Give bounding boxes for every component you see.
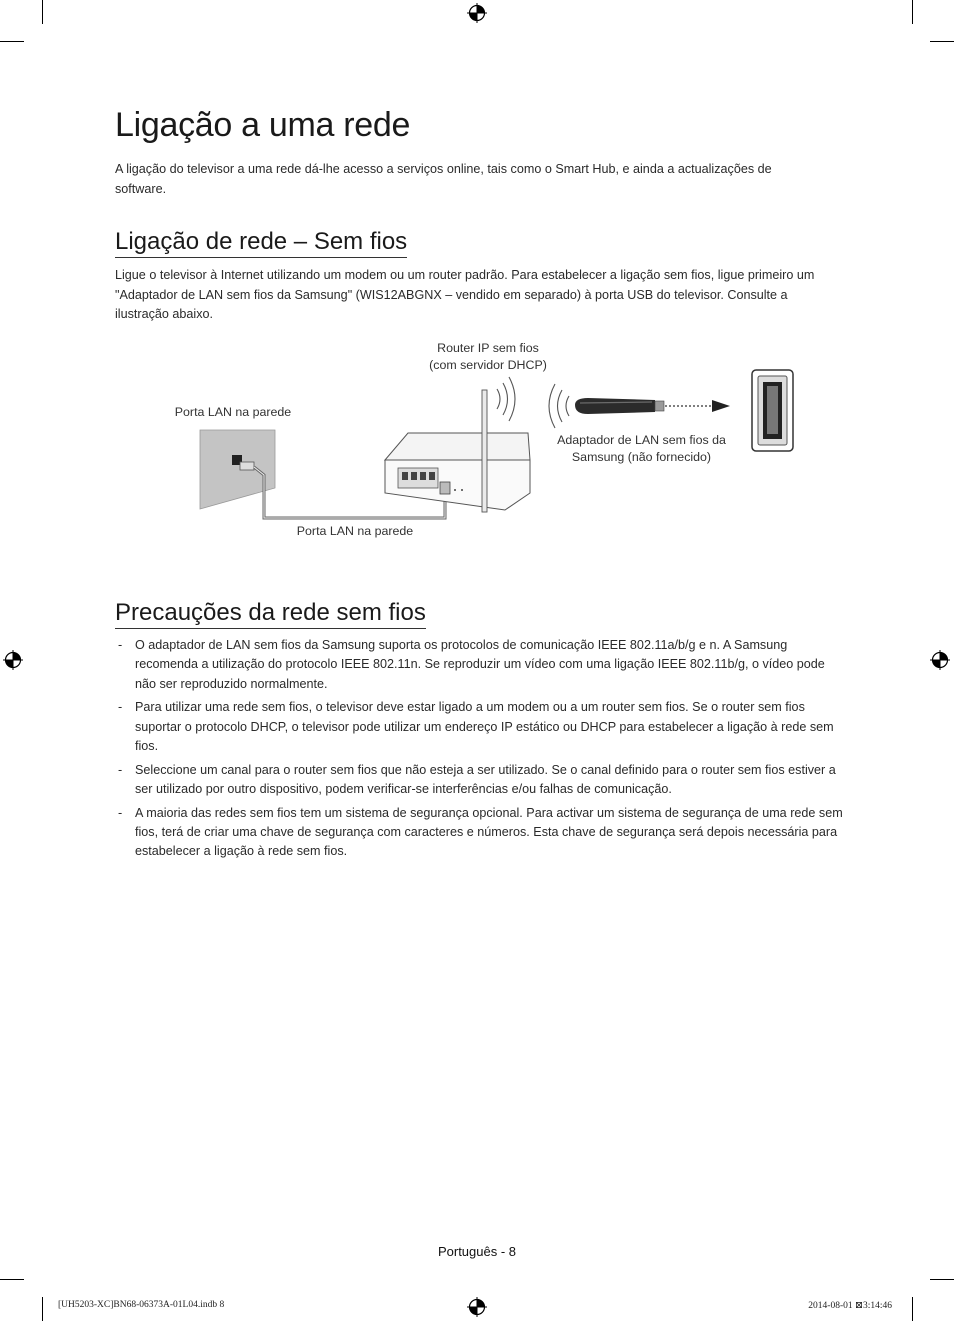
wireless-adapter-icon [575, 398, 730, 414]
section-heading-precautions: Precauções da rede sem fios [115, 599, 426, 629]
crop-mark [930, 1279, 954, 1280]
intro-paragraph: A ligação do televisor a uma rede dá-lhe acesso a serviços online, tais como o Smart Hub, e ainda a actualizações de software. [115, 162, 772, 196]
router-label: Router IP sem fios (com servidor DHCP) [429, 341, 547, 372]
router-icon [385, 390, 530, 512]
list-item: - Para utilizar uma rede sem fios, o televisor deve estar ligado a um modem ou a um router sem fios. Se o router sem fios suportar o protocolo DHCP, o televisor pode utilizar um endereço IP estático ou DHCP para estabelecer a ligação à rede sem fios. [118, 700, 834, 753]
crop-mark [42, 1297, 43, 1321]
usb-port-icon [752, 370, 793, 451]
print-slug-left: [UH5203-XC]BN68-06373A-01L04.indb 8 [58, 1300, 225, 1310]
crop-mark [912, 0, 913, 24]
crop-mark [0, 1279, 24, 1280]
crop-mark [912, 1297, 913, 1321]
section-heading-wireless: Ligação de rede – Sem fios [115, 228, 407, 258]
crop-mark [930, 41, 954, 42]
cable-label: Porta LAN na parede [296, 524, 414, 538]
crop-mark [0, 41, 24, 42]
wifi-signal-icon [549, 384, 569, 428]
registration-mark-icon [3, 650, 23, 670]
list-item: - A maioria das redes sem fios tem um sistema de segurança opcional. Para activar um sistema de segurança de uma rede sem fios, terá de criar uma chave de segurança com caracteres e números. Esta chave de segurança será depois necessária para estabelecer a ligação à rede sem fios. [118, 805, 843, 859]
list-item: - O adaptador de LAN sem fios da Samsung suporta os protocolos de comunicação IEEE 802.11a/b/g e n. A Samsung recomenda a utilização do protocolo IEEE 802.11n. Se reproduzir um vídeo com uma ligação IEEE 802.11b/g, o vídeo pode não ser reproduzido normalmente. [118, 638, 825, 691]
wall-port-label: Porta LAN na parede [174, 405, 292, 419]
list-item: - Seleccione um canal para o router sem fios que não esteja a ser utilizado. Se o canal definido para o router sem fios estiver a ser utilizado por outro dispositivo, podem verificar-se interferências e/ou falhas de comunicação. [118, 762, 836, 797]
precautions-list [115, 636, 845, 866]
registration-mark-icon [930, 650, 950, 670]
crop-mark [42, 0, 43, 24]
registration-mark-icon [467, 3, 487, 23]
wifi-signal-icon [497, 377, 515, 421]
page-title: Ligação a uma rede [115, 106, 411, 144]
wireless-paragraph: Ligue o televisor à Internet utilizando um modem ou um router padrão. Para estabelecer a ligação sem fios, ligue primeiro um "Adaptador de LAN sem fios da Samsung" (WIS12ABGNX – vendido em separado) à porta USB do televisor. Consulte a ilustração abaixo. [115, 268, 815, 321]
print-slug-right: 2014-08-01 ⊠3:14:46 [808, 1301, 892, 1311]
network-diagram [0, 335, 954, 550]
page-number: Português - 8 [437, 1244, 517, 1259]
registration-mark-icon [467, 1297, 487, 1317]
adapter-label: Adaptador de LAN sem fios da Samsung (não fornecido) [557, 433, 726, 464]
